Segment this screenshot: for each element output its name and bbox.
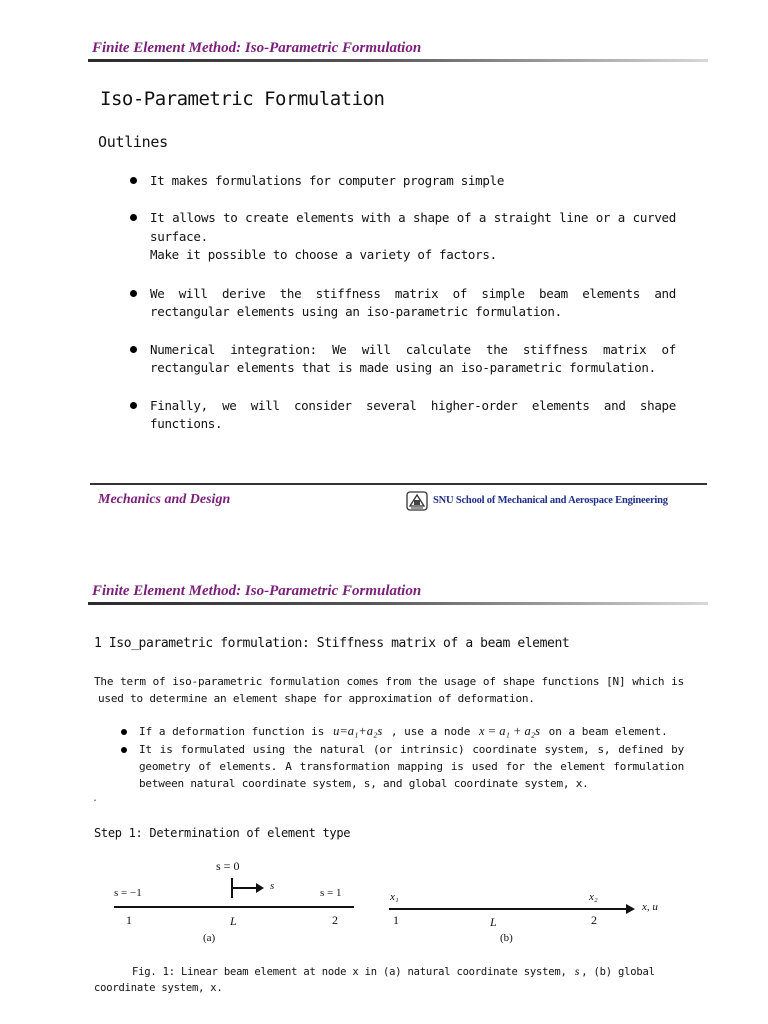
caption-text-b: , (b) global [581,966,655,978]
page1-header-rule [88,59,708,62]
node-2-b: 2 [591,913,597,927]
footer-rule [90,483,707,485]
outline-item-2-line1: It allows to create elements with a shape of a straight line or a curved [150,210,676,225]
beam-line-b [389,908,627,910]
paragraph-line1: The term of iso-parametric formulation comes from the usage of shape functions [N] which is [94,675,684,688]
beam-line-a [114,906,354,908]
page2-header-title: Finite Element Method: Iso-Parametric Formulation [92,583,422,599]
paragraph-line2: used to determine an element shape for approximation of deformation. [98,692,535,705]
bullet-dot [121,747,127,753]
s-arrow-head-icon [256,883,264,893]
s-arrow-label: s [270,880,275,892]
stray-dot: . [92,793,99,804]
page2-header-rule [88,602,708,605]
deformation-equation: u=a₁+a₂s [333,724,383,738]
bullet-dot [121,729,127,735]
x-axis-arrow-icon [626,904,635,914]
bullet-deformation-text-a: If a deformation function is [139,725,325,738]
bullet-dot [130,402,137,409]
figure-a-label: (a) [203,932,216,944]
bullet-deformation [139,723,668,740]
section-title: 1 Iso_parametric formulation: Stiffness matrix of a beam element [94,636,570,651]
outline-item-2-line3: Make it possible to choose a variety of factors. [150,247,497,262]
bullet-dot [130,214,137,221]
length-label-b: L [490,915,497,929]
bullet-deformation-text-b: , use a node [390,725,471,738]
s-minus-one-label: s = −1 [114,887,142,899]
bullet-dot [130,290,137,297]
bullet-natural-line2: geometry of elements. A transformation mapping is used for the element formulation [139,760,684,773]
bullet-natural-line3: between natural coordinate system, s, and global coordinate system, x. [139,777,589,790]
s-plus-one-label: s = 1 [320,887,342,899]
outline-item-5-line1: Finally, we will consider several higher-order elements and shape [150,398,676,413]
node-1-b: 1 [393,913,399,927]
bullet-deformation-text-c: on a beam element. [548,725,668,738]
x1-label: x₁ [390,891,399,903]
s-zero-label: s = 0 [216,859,240,873]
caption-text-a: Fig. 1: Linear beam element at node x in (a) natural coordinate system, [132,966,567,978]
x-u-axis-label: x, u [642,901,658,913]
length-label-a: L [230,914,237,928]
outline-item-4-line2: rectangular elements that is made using an iso-parametric formulation. [150,360,656,375]
node-2-a: 2 [332,913,338,927]
outline-item-2-line2: surface. [150,229,208,244]
figure-b-label: (b) [500,932,513,944]
outline-item-3-line1: We will derive the stiffness matrix of simple beam elements and [150,286,676,301]
s-arrow-shaft [232,887,258,889]
footer-right-text: SNU School of Mechanical and Aerospace Engineering [433,495,668,506]
page-title: Iso-Parametric Formulation [100,88,385,110]
figure-caption-line1 [132,964,655,979]
footer-left-text: Mechanics and Design [98,492,231,507]
outlines-heading: Outlines [98,133,168,151]
outline-item-1: It makes formulations for computer program simple [150,173,505,188]
snu-seal-icon [406,491,428,511]
node-1-a: 1 [126,913,132,927]
bullet-dot [130,177,137,184]
bullet-natural-line1: It is formulated using the natural (or intrinsic) coordinate system, s, defined by [139,743,684,756]
caption-s-symbol: s [574,964,580,978]
node-equation: x = a₁ + a₂s [478,724,540,738]
step1-heading: Step 1: Determination of element type [94,826,351,840]
figure-caption-line2: coordinate system, x. [94,982,223,994]
outline-item-4-line1: Numerical integration: We will calculate the stiffness matrix of [150,342,676,357]
page1-header-title: Finite Element Method: Iso-Parametric Formulation [92,40,422,56]
x2-label: x₂ [589,891,598,903]
outline-item-3-line2: rectangular elements using an iso-parametric formulation. [150,304,562,319]
bullet-dot [130,346,137,353]
outline-item-5-line2: functions. [150,416,223,431]
